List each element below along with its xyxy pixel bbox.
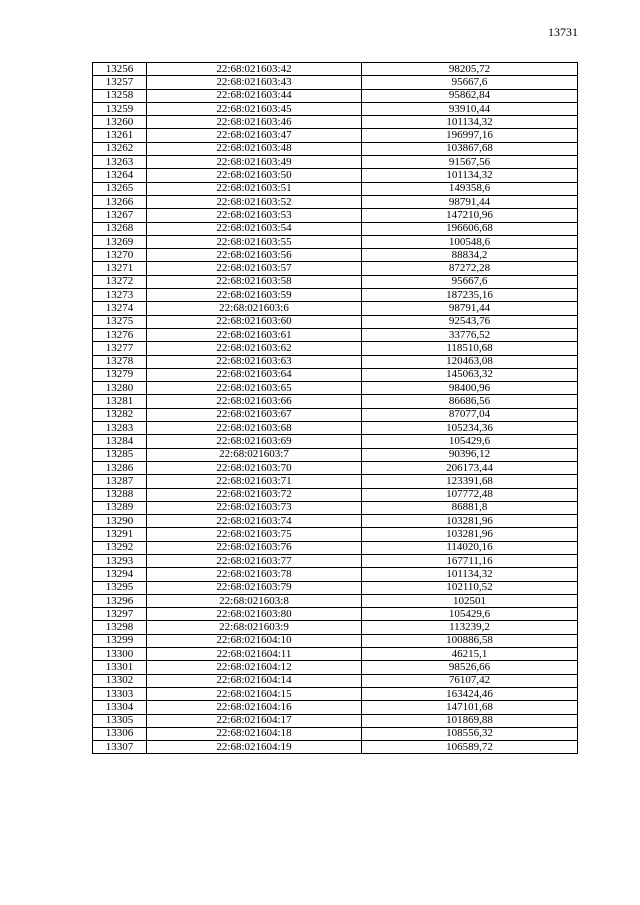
row-number-cell: 13306	[93, 727, 147, 740]
table-row	[93, 515, 578, 528]
row-number-cell: 13294	[93, 568, 147, 581]
value-cell: 113239,2	[362, 621, 578, 634]
value-cell: 118510,68	[362, 342, 578, 355]
cadastral-number-cell: 22:68:021603:48	[147, 142, 362, 155]
value-cell: 88834,2	[362, 249, 578, 262]
cadastral-number-cell: 22:68:021603:62	[147, 342, 362, 355]
row-number-cell: 13307	[93, 741, 147, 754]
value-cell: 147101,68	[362, 701, 578, 714]
cadastral-number-cell: 22:68:021603:67	[147, 408, 362, 421]
row-number-cell: 13283	[93, 422, 147, 435]
cadastral-number-cell: 22:68:021603:61	[147, 328, 362, 341]
table-row	[93, 315, 578, 328]
row-number-cell: 13268	[93, 222, 147, 235]
value-cell: 95862,84	[362, 89, 578, 102]
row-number-cell: 13293	[93, 554, 147, 567]
cadastral-number-cell: 22:68:021604:16	[147, 701, 362, 714]
value-cell: 147210,96	[362, 209, 578, 222]
row-number-cell: 13256	[93, 63, 147, 76]
cadastral-number-cell: 22:68:021603:58	[147, 275, 362, 288]
table-row	[93, 714, 578, 727]
row-number-cell: 13269	[93, 235, 147, 248]
cadastral-number-cell: 22:68:021603:66	[147, 395, 362, 408]
row-number-cell: 13257	[93, 76, 147, 89]
row-number-cell: 13263	[93, 156, 147, 169]
value-cell: 163424,46	[362, 687, 578, 700]
cadastral-number-cell: 22:68:021603:72	[147, 488, 362, 501]
cadastral-number-cell: 22:68:021603:70	[147, 461, 362, 474]
table-row	[93, 142, 578, 155]
row-number-cell: 13275	[93, 315, 147, 328]
cadastral-number-cell: 22:68:021603:73	[147, 501, 362, 514]
value-cell: 103281,96	[362, 528, 578, 541]
value-cell: 98791,44	[362, 302, 578, 315]
table-row	[93, 581, 578, 594]
table-row	[93, 661, 578, 674]
cadastral-number-cell: 22:68:021603:52	[147, 195, 362, 208]
cadastral-number-cell: 22:68:021603:68	[147, 422, 362, 435]
value-cell: 114020,16	[362, 541, 578, 554]
table-row	[93, 195, 578, 208]
cadastral-number-cell: 22:68:021603:71	[147, 475, 362, 488]
cadastral-number-cell: 22:68:021603:69	[147, 435, 362, 448]
value-cell: 90396,12	[362, 448, 578, 461]
cadastral-number-cell: 22:68:021604:18	[147, 727, 362, 740]
row-number-cell: 13290	[93, 515, 147, 528]
table-row	[93, 63, 578, 76]
row-number-cell: 13280	[93, 382, 147, 395]
value-cell: 101134,32	[362, 568, 578, 581]
table-row	[93, 89, 578, 102]
table-row	[93, 541, 578, 554]
cadastral-number-cell: 22:68:021603:51	[147, 182, 362, 195]
table-row	[93, 674, 578, 687]
value-cell: 98526,66	[362, 661, 578, 674]
cadastral-number-cell: 22:68:021603:77	[147, 554, 362, 567]
cadastral-number-cell: 22:68:021603:65	[147, 382, 362, 395]
cadastral-number-cell: 22:68:021603:78	[147, 568, 362, 581]
table-row	[93, 342, 578, 355]
table-row	[93, 687, 578, 700]
table-row	[93, 289, 578, 302]
value-cell: 86686,56	[362, 395, 578, 408]
cadastral-number-cell: 22:68:021603:80	[147, 608, 362, 621]
table-row	[93, 435, 578, 448]
row-number-cell: 13289	[93, 501, 147, 514]
cadastral-number-cell: 22:68:021603:8	[147, 594, 362, 607]
row-number-cell: 13300	[93, 648, 147, 661]
table-row	[93, 408, 578, 421]
value-cell: 95667,6	[362, 275, 578, 288]
cadastral-number-cell: 22:68:021604:10	[147, 634, 362, 647]
value-cell: 92543,76	[362, 315, 578, 328]
table-row	[93, 156, 578, 169]
cadastral-number-cell: 22:68:021603:59	[147, 289, 362, 302]
table-row	[93, 76, 578, 89]
table-row	[93, 488, 578, 501]
row-number-cell: 13265	[93, 182, 147, 195]
table-row	[93, 262, 578, 275]
table-row	[93, 355, 578, 368]
value-cell: 33776,52	[362, 328, 578, 341]
cadastral-number-cell: 22:68:021603:44	[147, 89, 362, 102]
row-number-cell: 13301	[93, 661, 147, 674]
row-number-cell: 13302	[93, 674, 147, 687]
cadastral-number-cell: 22:68:021603:54	[147, 222, 362, 235]
value-cell: 86881,8	[362, 501, 578, 514]
cadastral-number-cell: 22:68:021604:11	[147, 648, 362, 661]
value-cell: 187235,16	[362, 289, 578, 302]
value-cell: 120463,08	[362, 355, 578, 368]
value-cell: 87077,04	[362, 408, 578, 421]
value-cell: 167711,16	[362, 554, 578, 567]
row-number-cell: 13277	[93, 342, 147, 355]
cadastral-number-cell: 22:68:021604:12	[147, 661, 362, 674]
row-number-cell: 13270	[93, 249, 147, 262]
table-row	[93, 382, 578, 395]
table-row	[93, 594, 578, 607]
cadastral-number-cell: 22:68:021604:19	[147, 741, 362, 754]
table-row	[93, 209, 578, 222]
value-cell: 105429,6	[362, 608, 578, 621]
row-number-cell: 13266	[93, 195, 147, 208]
value-cell: 46215,1	[362, 648, 578, 661]
value-cell: 145063,32	[362, 368, 578, 381]
cadastral-number-cell: 22:68:021603:9	[147, 621, 362, 634]
value-cell: 93910,44	[362, 102, 578, 115]
cadastral-number-cell: 22:68:021603:74	[147, 515, 362, 528]
row-number-cell: 13281	[93, 395, 147, 408]
cadastral-number-cell: 22:68:021603:79	[147, 581, 362, 594]
table-row	[93, 422, 578, 435]
table-row	[93, 648, 578, 661]
row-number-cell: 13292	[93, 541, 147, 554]
row-number-cell: 13278	[93, 355, 147, 368]
value-cell: 98791,44	[362, 195, 578, 208]
table-row	[93, 475, 578, 488]
value-cell: 95667,6	[362, 76, 578, 89]
table-row	[93, 275, 578, 288]
row-number-cell: 13299	[93, 634, 147, 647]
table-row	[93, 741, 578, 754]
row-number-cell: 13273	[93, 289, 147, 302]
value-cell: 105234,36	[362, 422, 578, 435]
row-number-cell: 13291	[93, 528, 147, 541]
table-row	[93, 328, 578, 341]
cadastral-number-cell: 22:68:021603:45	[147, 102, 362, 115]
row-number-cell: 13305	[93, 714, 147, 727]
table-row	[93, 222, 578, 235]
cadastral-number-cell: 22:68:021603:50	[147, 169, 362, 182]
table-row	[93, 102, 578, 115]
cadastral-number-cell: 22:68:021603:43	[147, 76, 362, 89]
row-number-cell: 13297	[93, 608, 147, 621]
table-row	[93, 501, 578, 514]
value-cell: 100886,58	[362, 634, 578, 647]
value-cell: 105429,6	[362, 435, 578, 448]
row-number-cell: 13271	[93, 262, 147, 275]
cadastral-number-cell: 22:68:021603:57	[147, 262, 362, 275]
value-cell: 196997,16	[362, 129, 578, 142]
row-number-cell: 13260	[93, 116, 147, 129]
value-cell: 102501	[362, 594, 578, 607]
row-number-cell: 13259	[93, 102, 147, 115]
cadastral-number-cell: 22:68:021603:55	[147, 235, 362, 248]
cadastral-number-cell: 22:68:021603:42	[147, 63, 362, 76]
value-cell: 206173,44	[362, 461, 578, 474]
table-row	[93, 182, 578, 195]
value-cell: 98205,72	[362, 63, 578, 76]
table-row	[93, 249, 578, 262]
row-number-cell: 13279	[93, 368, 147, 381]
table-row	[93, 448, 578, 461]
row-number-cell: 13287	[93, 475, 147, 488]
row-number-cell: 13284	[93, 435, 147, 448]
value-cell: 87272,28	[362, 262, 578, 275]
row-number-cell: 13285	[93, 448, 147, 461]
value-cell: 196606,68	[362, 222, 578, 235]
row-number-cell: 13282	[93, 408, 147, 421]
value-cell: 76107,42	[362, 674, 578, 687]
row-number-cell: 13264	[93, 169, 147, 182]
table-row	[93, 395, 578, 408]
table-row	[93, 461, 578, 474]
registry-table-body	[93, 63, 578, 754]
cadastral-number-cell: 22:68:021604:14	[147, 674, 362, 687]
cadastral-number-cell: 22:68:021603:6	[147, 302, 362, 315]
cadastral-number-cell: 22:68:021603:56	[147, 249, 362, 262]
table-row	[93, 302, 578, 315]
table-row	[93, 621, 578, 634]
row-number-cell: 13296	[93, 594, 147, 607]
value-cell: 100548,6	[362, 235, 578, 248]
cadastral-number-cell: 22:68:021604:15	[147, 687, 362, 700]
cadastral-number-cell: 22:68:021603:76	[147, 541, 362, 554]
row-number-cell: 13272	[93, 275, 147, 288]
cadastral-number-cell: 22:68:021603:64	[147, 368, 362, 381]
cadastral-number-cell: 22:68:021603:53	[147, 209, 362, 222]
table-row	[93, 169, 578, 182]
cadastral-number-cell: 22:68:021603:75	[147, 528, 362, 541]
cadastral-number-cell: 22:68:021603:49	[147, 156, 362, 169]
registry-table	[92, 62, 578, 754]
table-row	[93, 116, 578, 129]
row-number-cell: 13276	[93, 328, 147, 341]
value-cell: 107772,48	[362, 488, 578, 501]
value-cell: 103867,68	[362, 142, 578, 155]
row-number-cell: 13295	[93, 581, 147, 594]
row-number-cell: 13267	[93, 209, 147, 222]
table-row	[93, 701, 578, 714]
cadastral-number-cell: 22:68:021603:47	[147, 129, 362, 142]
cadastral-number-cell: 22:68:021603:60	[147, 315, 362, 328]
table-row	[93, 368, 578, 381]
table-row	[93, 608, 578, 621]
value-cell: 102110,52	[362, 581, 578, 594]
table-row	[93, 634, 578, 647]
table-row	[93, 568, 578, 581]
value-cell: 101134,32	[362, 169, 578, 182]
table-row	[93, 727, 578, 740]
row-number-cell: 13304	[93, 701, 147, 714]
value-cell: 101134,32	[362, 116, 578, 129]
table-row	[93, 554, 578, 567]
value-cell: 101869,88	[362, 714, 578, 727]
value-cell: 98400,96	[362, 382, 578, 395]
cadastral-number-cell: 22:68:021603:7	[147, 448, 362, 461]
table-row	[93, 235, 578, 248]
table-row	[93, 129, 578, 142]
row-number-cell: 13298	[93, 621, 147, 634]
table-row	[93, 528, 578, 541]
row-number-cell: 13274	[93, 302, 147, 315]
row-number-cell: 13258	[93, 89, 147, 102]
page-number: 13731	[548, 25, 578, 39]
value-cell: 91567,56	[362, 156, 578, 169]
row-number-cell: 13261	[93, 129, 147, 142]
row-number-cell: 13262	[93, 142, 147, 155]
value-cell: 108556,32	[362, 727, 578, 740]
value-cell: 103281,96	[362, 515, 578, 528]
row-number-cell: 13303	[93, 687, 147, 700]
cadastral-number-cell: 22:68:021604:17	[147, 714, 362, 727]
value-cell: 123391,68	[362, 475, 578, 488]
row-number-cell: 13288	[93, 488, 147, 501]
row-number-cell: 13286	[93, 461, 147, 474]
value-cell: 149358,6	[362, 182, 578, 195]
value-cell: 106589,72	[362, 741, 578, 754]
cadastral-number-cell: 22:68:021603:46	[147, 116, 362, 129]
cadastral-number-cell: 22:68:021603:63	[147, 355, 362, 368]
